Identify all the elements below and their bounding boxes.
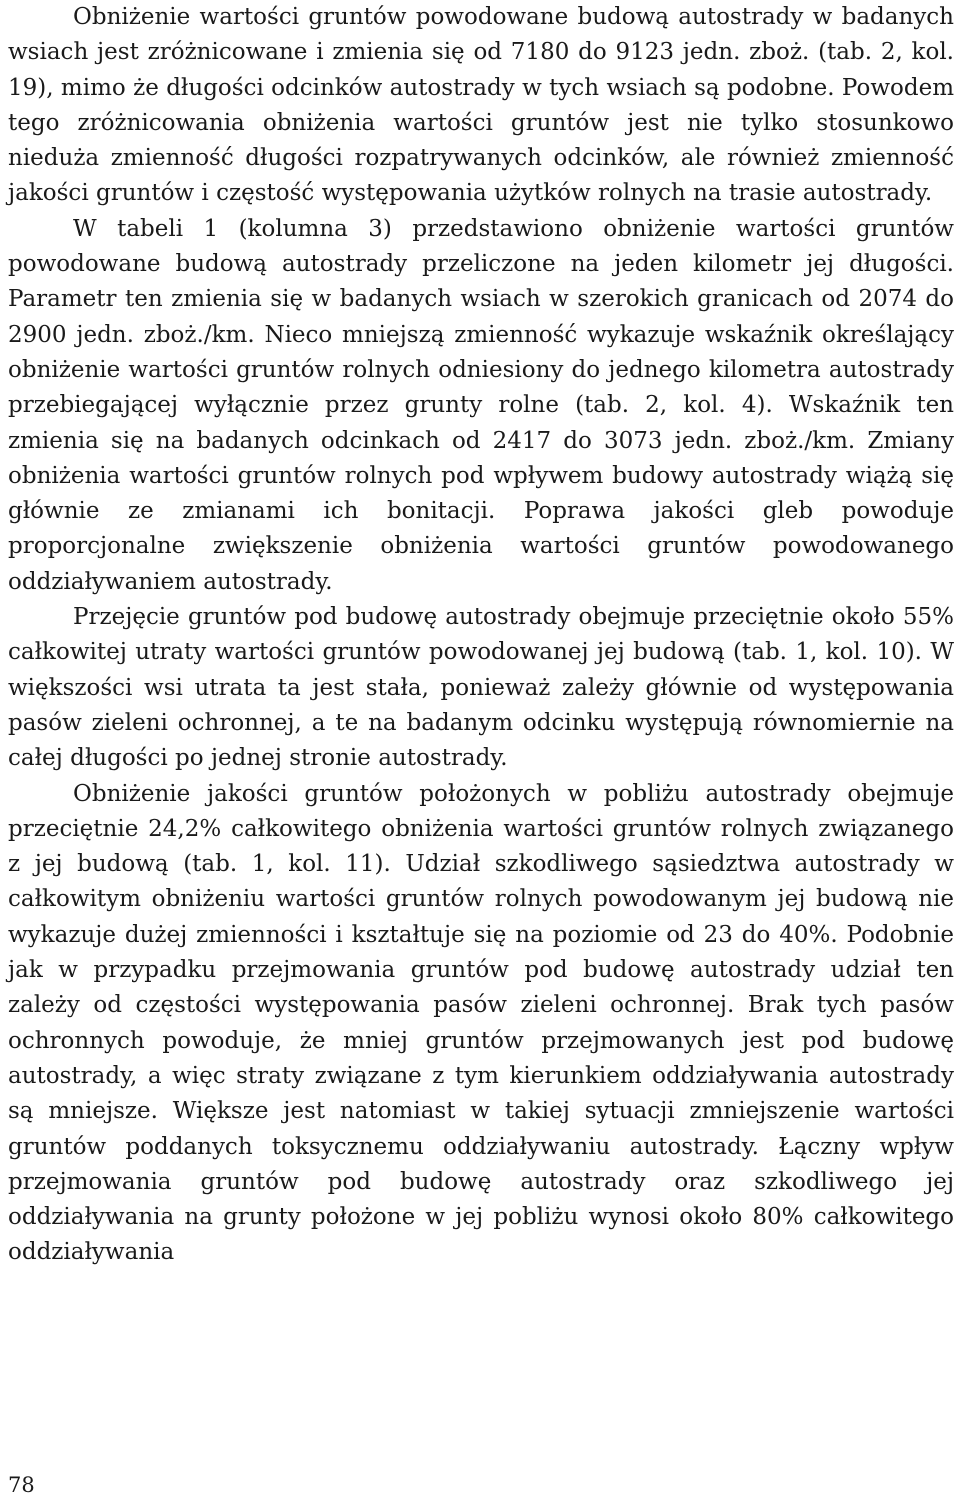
paragraph-4: Obniżenie jakości gruntów położonych w pobliżu autostrady obejmuje przeciętnie 24,2% całkowitego obniżenia wartości gruntów rolnych związanego z jej budową (tab. 1, kol. 11). Udział szkodliwego sąsiedztwa autostrady w całkowitym obniżeniu wartości gruntów rolnych powodowanym jej budową nie wykazuje dużej zmienności i kształtuje się na poziomie od 23 do 40%. Podobnie jak w przypadku przejmowania gruntów pod budowę autostrady udział ten zależy od częstości występowania pasów zieleni ochronnej. Brak tych pasów ochronnych powoduje, że mniej gruntów przejmowanych jest pod budowę autostrady, a więc straty związane z tym kierunkiem oddziaływania autostrady są mniejsze. Większe jest natomiast w takiej sytuacji zmniejszenie wartości gruntów poddanych toksycznemu oddziaływaniu autostrady. Łączny wpływ przejmowania gruntów pod budowę autostrady oraz szkodliwego jej oddziaływania na grunty położone w jej pobliżu wynosi około 80% całkowitego oddziaływania [8,780,954,1266]
body-text [8,0,954,1271]
paragraph-2: W tabeli 1 (kolumna 3) przedstawiono obniżenie wartości gruntów powodowane budową autostrady przeliczone na jeden kilometr jej długości. Parametr ten zmienia się w badanych wsiach w szerokich granicach od 2074 do 2900 jedn. zboż./km. Nieco mniejszą zmienność wykazuje wskaźnik określający obniżenie wartości gruntów rolnych odniesiony do jednego kilometra autostrady przebiegającej wyłącznie przez grunty rolne (tab. 2, kol. 4). Wskaźnik ten zmienia się na badanych odcinkach od 2417 do 3073 jedn. zboż./km. Zmiany obniżenia wartości gruntów rolnych pod wpływem budowy autostrady wiążą się głównie ze zmianami ich bonitacji. Poprawa jakości gleb powoduje proporcjonalne zwiększenie obniżenia wartości gruntów powodowanego oddziaływaniem autostrady. [8,215,954,595]
paragraph-3: Przejęcie gruntów pod budowę autostrady obejmuje przeciętnie około 55% całkowitej utraty wartości gruntów powodowanej jej budową (tab. 1, kol. 10). W większości wsi utrata ta jest stała, ponieważ zależy głównie od występowania pasów zieleni ochronnej, a te na badanym odcinku występują równomiernie na całej długości po jednej stronie autostrady. [8,604,954,772]
page-number: 78 [8,1473,35,1497]
paragraph-1: Obniżenie wartości gruntów powodowane budową autostrady w badanych wsiach jest zróżnicowane i zmienia się od 7180 do 9123 jedn. zboż. (tab. 2, kol. 19), mimo że długości odcinków autostrady w tych wsiach są podobne. Powodem tego zróżnicowania obniżenia wartości gruntów jest nie tylko stosunkowo nieduża zmienność długości rozpatrywanych odcinków, ale również zmienność jakości gruntów i częstość występowania użytków rolnych na trasie autostrady. [8,4,954,207]
